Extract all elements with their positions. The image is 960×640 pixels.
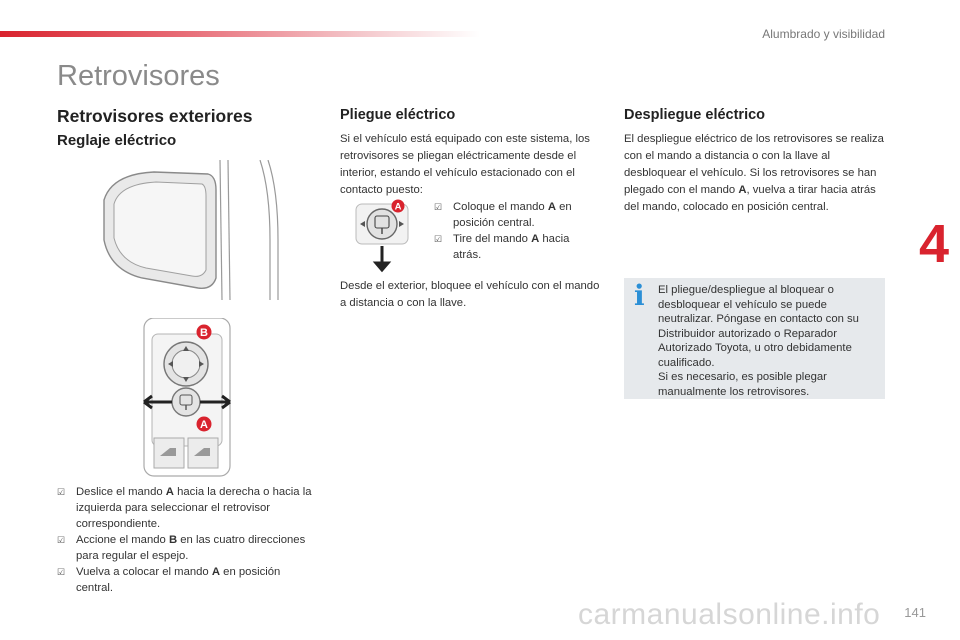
list-item: ☑ Accione el mando B en las cuatro direcciones para regular el espejo. xyxy=(57,532,317,564)
control-b-joystick xyxy=(164,342,208,386)
watermark: carmanualsonline.info xyxy=(578,598,881,631)
left-bullet-list xyxy=(57,484,317,596)
arrow-down-icon xyxy=(376,246,388,270)
label-b-badge xyxy=(197,325,212,340)
label-a-badge xyxy=(392,200,405,213)
svg-text:A: A xyxy=(394,201,402,213)
info-box xyxy=(624,278,885,399)
top-accent-bar xyxy=(0,31,480,37)
control-a-selector xyxy=(172,388,200,416)
list-item: ☑ Coloque el mando A en posición central. xyxy=(434,199,594,231)
list-item: ☑ Vuelva a colocar el mando A en posición central. xyxy=(57,564,317,596)
unfolding-paragraph: El despliegue eléctrico de los retrovisores se realiza con el mando a distancia o con la llave al desbloquear el vehículo. Si los retrovisores se han plegado con el mando A, vuelva a tirar hacia atrás del mando, colocado en posición central. xyxy=(624,133,884,213)
subheading-electric-adjustment: Reglaje eléctrico xyxy=(57,132,177,149)
folding-intro: Si el vehículo está equipado con este sistema, los retrovisores se pliegan eléctricamente desde el interior, estando el vehículo estacionado con el contacto puesto: xyxy=(340,133,590,196)
mirror-control-illustration xyxy=(138,318,238,478)
list-item: ☑ Deslice el mando A hacia la derecha o hacia la izquierda para seleccionar el retrovisor correspondiente. xyxy=(57,484,317,532)
chapter-number: 4 xyxy=(918,214,950,274)
heading-exterior-mirrors: Retrovisores exteriores xyxy=(57,106,253,126)
control-a-pull-illustration xyxy=(354,198,414,274)
svg-text:A: A xyxy=(200,419,208,431)
page-title: Retrovisores xyxy=(57,60,220,92)
info-paragraph: Si es necesario, es posible plegar manualmente los retrovisores. xyxy=(658,371,827,398)
middle-bullet-list xyxy=(434,199,594,263)
info-icon: i xyxy=(634,279,645,312)
info-paragraph: El pliegue/despliegue al bloquear o desbloquear el vehículo se puede neutralizar. Póngase en contacto con su Distribuidor autorizado o Reparador Autorizado Toyota, u otro debidamente cualificado. xyxy=(658,284,859,369)
label-a-badge xyxy=(197,417,212,432)
page-number: 141 xyxy=(904,605,926,620)
list-item: ☑ Tire del mando A hacia atrás. xyxy=(434,231,594,263)
section-header: Alumbrado y visibilidad xyxy=(762,27,885,41)
mirror-illustration xyxy=(92,160,292,300)
info-text xyxy=(658,283,880,399)
svg-text:B: B xyxy=(200,327,208,339)
heading-electric-unfolding: Despliegue eléctrico xyxy=(624,107,766,123)
folding-outro: Desde el exterior, bloquee el vehículo con el mando a distancia o con la llave. xyxy=(340,280,600,309)
heading-electric-folding: Pliegue eléctrico xyxy=(340,107,456,123)
